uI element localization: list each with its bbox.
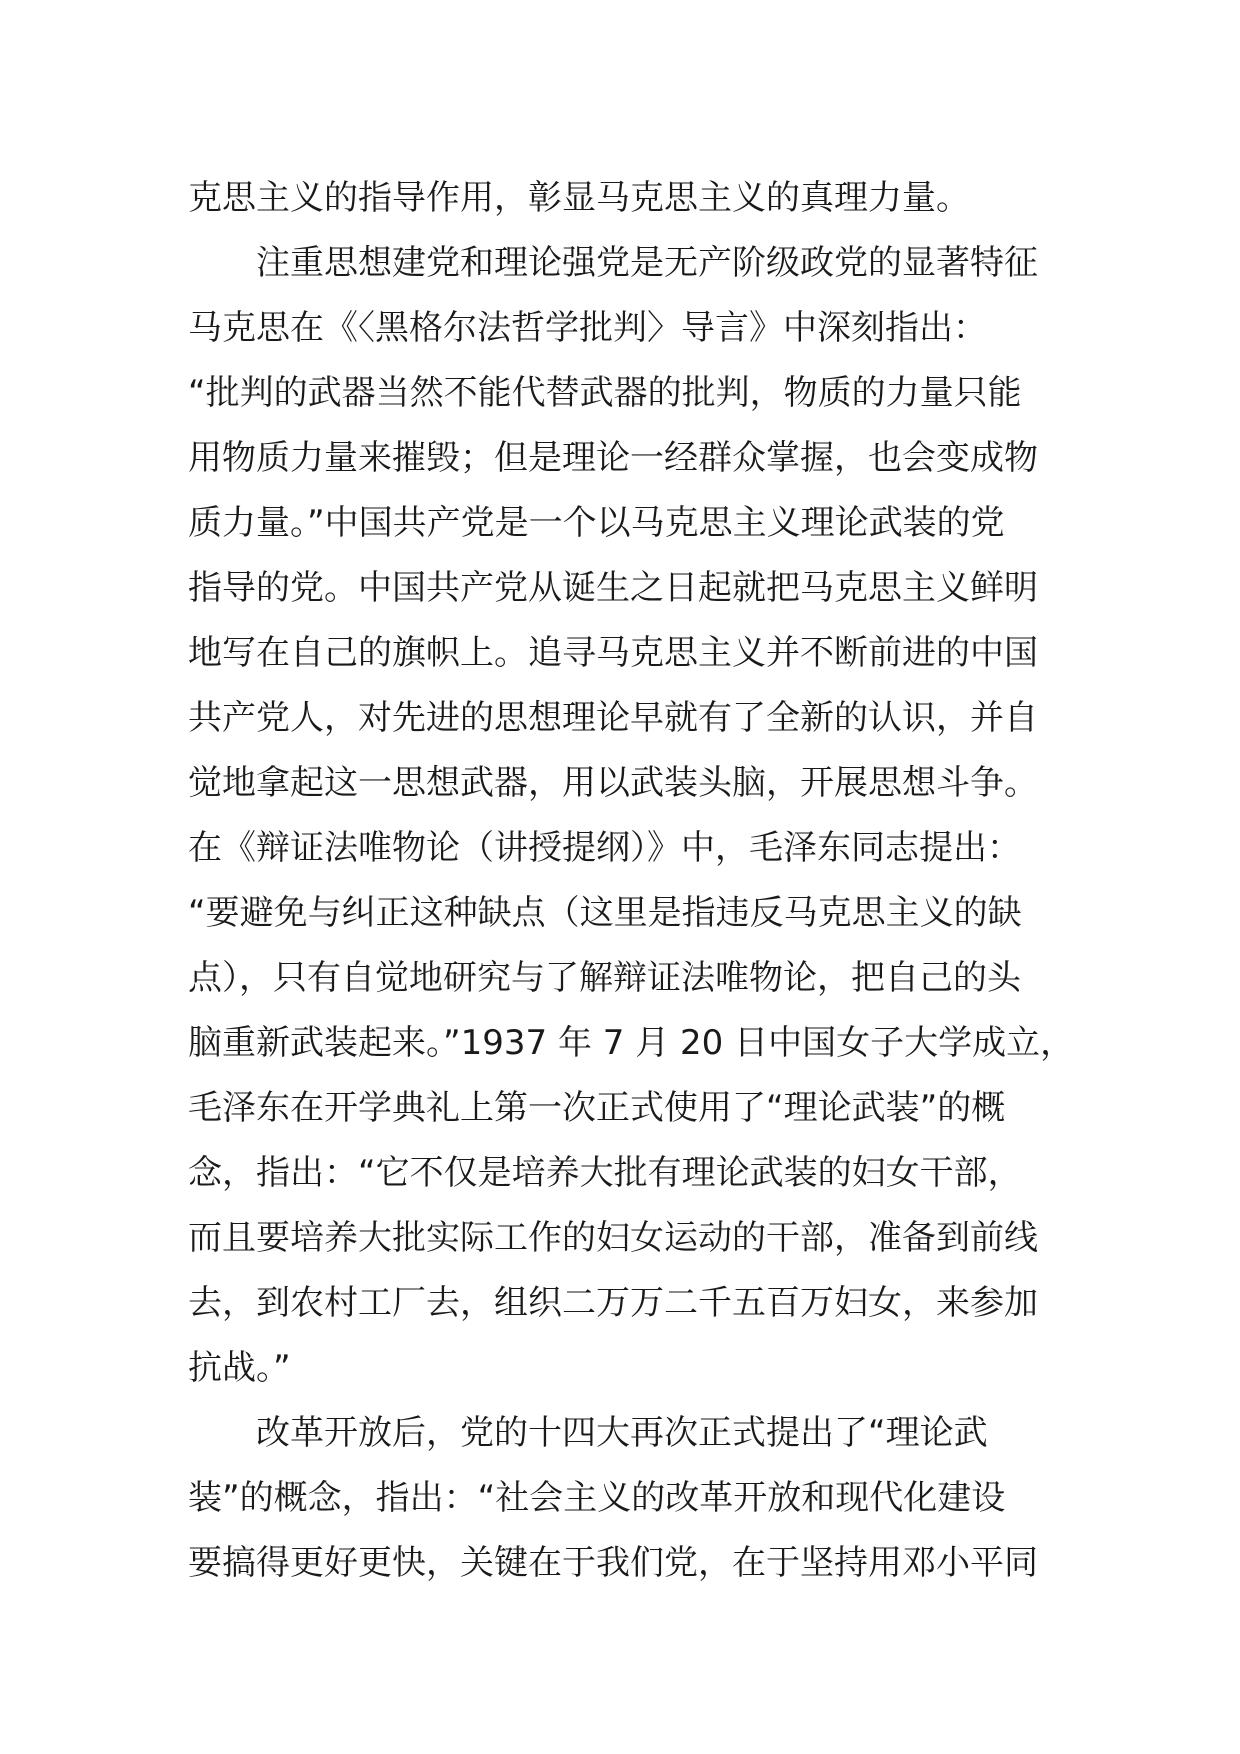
text-line: 指导的党。中国共产党从诞生之日起就把马克思主义鲜明: [188, 568, 1038, 608]
text-line: 而且要培养大批实际工作的妇女运动的干部，准备到前线: [188, 1218, 1038, 1258]
text-line: 克思主义的指导作用，彰显马克思主义的真理力量。: [188, 178, 970, 218]
text-line: “要避免与纠正这种缺点（这里是指违反马克思主义的缺: [188, 893, 1022, 933]
text-line: 念，指出：“它不仅是培养大批有理论武装的妇女干部，: [188, 1153, 1022, 1193]
text-line: 装”的概念，指出：“社会主义的改革开放和现代化建设: [188, 1478, 1006, 1518]
text-line: 觉地拿起这一思想武器，用以武装头脑，开展思想斗争。: [188, 763, 1038, 803]
text-line: 脑重新武装起来。”1937 年 7 月 20 日中国女子大学成立，: [188, 1023, 1075, 1063]
text-line: 毛泽东在开学典礼上第一次正式使用了“理论武装”的概: [188, 1088, 1006, 1128]
body-text: [188, 166, 1075, 1596]
text-line: 抗战。”: [188, 1348, 291, 1388]
text-line: 要搞得更好更快，关键在于我们党，在于坚持用邓小平同: [188, 1543, 1038, 1583]
text-line: 改革开放后，党的十四大再次正式提出了“理论武: [256, 1413, 988, 1453]
text-line: 质力量。”中国共产党是一个以马克思主义理论武装的党: [188, 503, 1005, 543]
text-line: 用物质力量来摧毁；但是理论一经群众掌握，也会变成物: [188, 438, 1038, 478]
text-line: 地写在自己的旗帜上。追寻马克思主义并不断前进的中国: [188, 633, 1038, 673]
text-line: 注重思想建党和理论强党是无产阶级政党的显著特征: [256, 243, 1038, 283]
text-line: 点），只有自觉地研究与了解辩证法唯物论，把自己的头: [188, 958, 1021, 998]
text-line: 去，到农村工厂去，组织二万万二千五百万妇女，来参加: [188, 1283, 1038, 1323]
text-line: 马克思在《〈黑格尔法哲学批判〉导言》中深刻指出：: [188, 308, 987, 348]
text-line: “批判的武器当然不能代替武器的批判，物质的力量只能: [188, 373, 1022, 413]
text-line: 共产党人，对先进的思想理论早就有了全新的认识，并自: [188, 698, 1038, 738]
text-line: 在《辩证法唯物论（讲授提纲）》中，毛泽东同志提出：: [188, 828, 1021, 868]
